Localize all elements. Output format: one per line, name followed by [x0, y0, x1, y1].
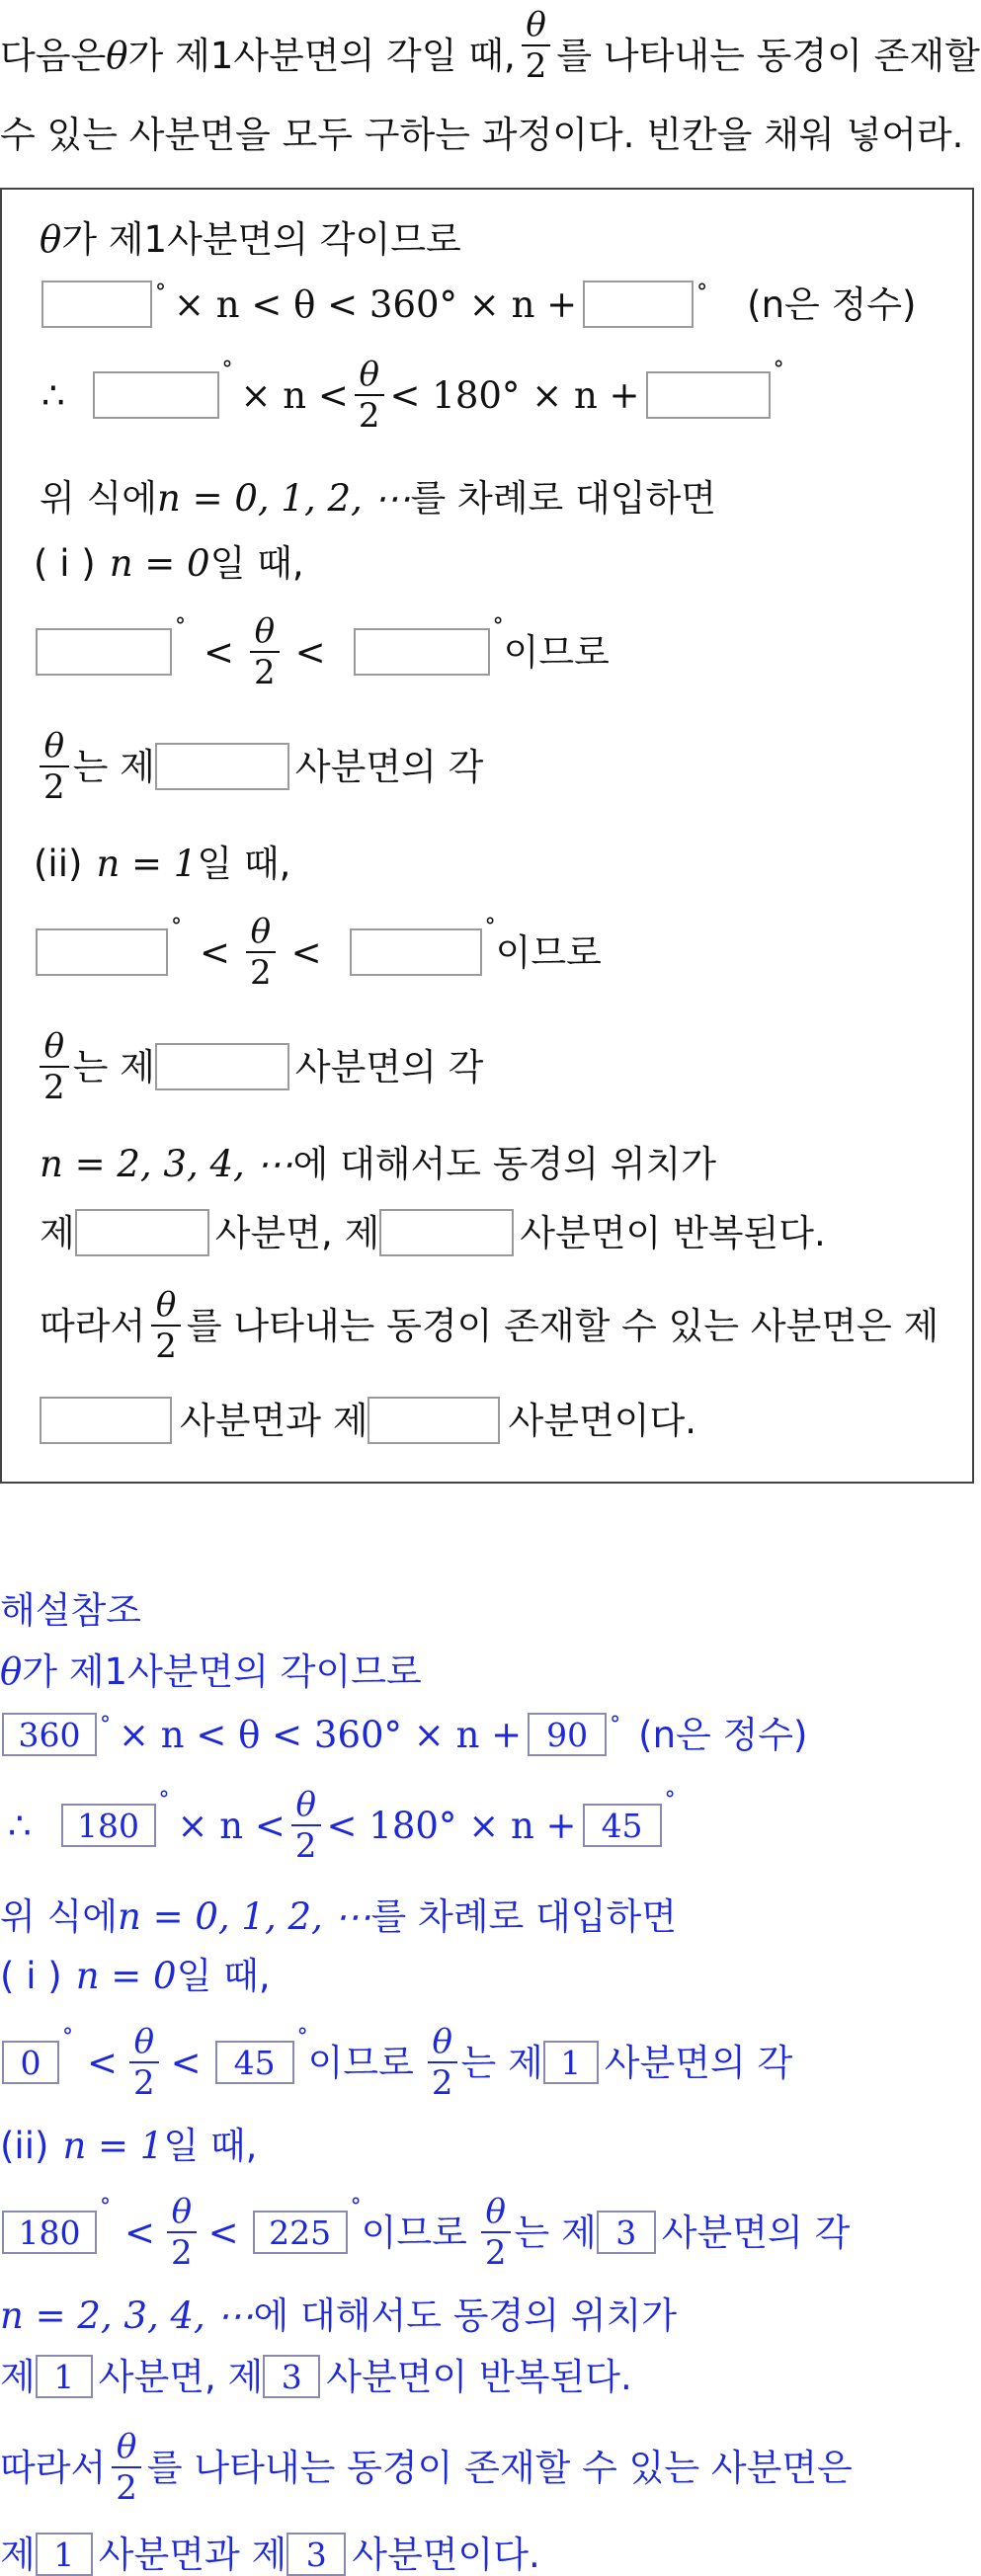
sol-line-repeat	[0, 2355, 632, 2398]
problem-intro-line2	[0, 114, 964, 156]
degree-mark: °	[296, 2025, 308, 2050]
inequality-text: × n <	[177, 1804, 286, 1847]
degree-mark: °	[773, 358, 784, 382]
case-equation: n = 1	[62, 2125, 164, 2167]
inequality-text: < 180° × n +	[326, 1804, 577, 1847]
box-text: 사분면의 각	[294, 1045, 484, 1088]
n-values: n = 0, 1, 2, ⋯	[118, 1895, 371, 1938]
box-text: 제	[40, 1211, 75, 1254]
solution-answer-2: 90	[528, 1713, 607, 1756]
theta-half-fraction: $\frac{\theta}{2}$	[40, 1029, 69, 1104]
box-text: 가 제1사분면의 각이므로	[61, 218, 461, 261]
sol-line-n234	[0, 2294, 677, 2337]
intro-text: 가 제1사분면의 각일 때,	[127, 34, 516, 77]
intro-text: 다음은	[0, 34, 107, 77]
case1-header	[34, 542, 304, 585]
theta-half-fraction: $\frac{\theta}{2}$	[291, 1788, 321, 1863]
degree-mark: °	[175, 614, 186, 639]
solution-text: 위 식에	[0, 1895, 118, 1938]
box-line4	[40, 477, 717, 520]
solution-text: 제	[0, 2355, 36, 2398]
answer-blank-7[interactable]	[155, 743, 289, 790]
solution-text: 는 제	[460, 2041, 543, 2084]
box-line-conclude	[40, 1285, 940, 1366]
solution-answer-10: 3	[597, 2211, 656, 2254]
sol-line4	[0, 1895, 678, 1938]
solution-title	[0, 1589, 141, 1632]
box-line-final	[40, 1397, 696, 1444]
solution-text: 제	[0, 2533, 36, 2576]
intro-text: 수 있는 사분면을 모두 구하는 과정이다. 빈칸을 채워 넣어라.	[0, 114, 964, 156]
box-text: 는 제	[72, 1045, 155, 1088]
theta-half-fraction: $\frac{\theta}{2}$	[40, 729, 69, 804]
degree-mark: °	[171, 915, 182, 939]
box-line1	[40, 218, 461, 261]
solution-text: 이므로	[361, 2211, 467, 2254]
inequality-text: × n < θ < 360° × n +	[174, 282, 578, 326]
degree-mark: °	[155, 281, 166, 305]
theta-half-fraction: $\frac{\theta}{2}$	[428, 2025, 457, 2100]
theta-half-fraction: $\frac{\theta}{2}$	[151, 1288, 181, 1363]
sol-case1-line	[2, 2022, 793, 2103]
case-text: 일 때,	[197, 843, 291, 885]
box-text: 사분면이다.	[508, 1399, 696, 1442]
degree-mark: °	[610, 1713, 621, 1737]
case2-quadrant	[40, 1026, 484, 1107]
solution-text: 사분면의 각	[604, 2041, 793, 2084]
box-line2	[41, 281, 916, 328]
solution-text: 사분면과 제	[98, 2533, 287, 2576]
box-text: 를 차례로 대입하면	[410, 477, 717, 520]
degree-mark: °	[492, 614, 504, 639]
solution-text: 에 대해서도 동경의 위치가	[253, 2294, 677, 2337]
case-equation: n = 0	[109, 542, 210, 585]
sol-case2-header	[0, 2125, 258, 2167]
case-label: (ii)	[0, 2125, 49, 2167]
theta-symbol: θ	[40, 218, 62, 261]
solution-answer-7: 1	[543, 2041, 599, 2084]
case-equation: n = 1	[96, 843, 198, 885]
lt-symbol: <	[207, 2211, 239, 2254]
box-text: 를 나타내는 동경이 존재할 수 있는 사분면은 제	[186, 1304, 940, 1347]
solution-answer-4: 45	[583, 1804, 662, 1847]
theta-half-fraction: $\frac{\theta}{2}$	[522, 8, 551, 83]
solution-text: 를 차례로 대입하면	[370, 1895, 678, 1938]
answer-blank-8[interactable]	[36, 928, 168, 976]
sol-line2	[2, 1713, 807, 1756]
box-text: 에 대해서도 동경의 위치가	[292, 1143, 716, 1185]
answer-blank-4[interactable]	[646, 371, 771, 419]
solution-answer-3: 180	[61, 1804, 156, 1847]
solution-answer-9: 225	[253, 2211, 348, 2254]
solution-answer-6: 45	[215, 2041, 294, 2084]
theta-half-fraction: $\frac{\theta}{2}$	[250, 614, 280, 689]
sol-case2-line	[2, 2192, 851, 2273]
integer-note: (n은 정수)	[747, 282, 917, 326]
n-values: n = 0, 1, 2, ⋯	[157, 477, 411, 520]
box-text: 위 식에	[40, 477, 157, 520]
solution-answer-13: 1	[36, 2533, 93, 2576]
answer-blank-13[interactable]	[40, 1397, 172, 1444]
theta-half-fraction: $\frac{\theta}{2}$	[481, 2195, 511, 2270]
theta-half-fraction: $\frac{\theta}{2}$	[129, 2025, 159, 2100]
solution-text: 를 나타내는 동경이 존재할 수 있는 사분면은	[146, 2446, 853, 2489]
solution-answer-8: 180	[2, 2211, 97, 2254]
case2-inequality	[36, 912, 602, 993]
case-label: ( i )	[0, 1955, 62, 1997]
answer-blank-12[interactable]	[379, 1209, 514, 1256]
lt-symbol: <	[204, 630, 235, 674]
case-label: (ii)	[34, 843, 83, 885]
degree-mark: °	[221, 358, 233, 382]
answer-blank-6[interactable]	[354, 628, 490, 676]
sol-case1-header	[0, 1955, 271, 1997]
answer-blank-10[interactable]	[155, 1043, 289, 1090]
degree-mark: °	[100, 1713, 111, 1737]
degree-mark: °	[696, 281, 708, 305]
solution-text: 사분면이다.	[352, 2533, 540, 2576]
lt-symbol: <	[87, 2041, 119, 2084]
solution-text: 사분면, 제	[98, 2355, 264, 2398]
lt-symbol: <	[290, 930, 322, 974]
sol-line1	[0, 1650, 422, 1693]
case1-quadrant	[40, 726, 484, 807]
answer-blank-9[interactable]	[350, 928, 482, 976]
answer-blank-1[interactable]	[41, 281, 152, 328]
theta-half-fraction: $\frac{\theta}{2}$	[355, 358, 384, 433]
case2-header	[34, 843, 291, 885]
theta-symbol: θ	[106, 34, 128, 77]
solution-text: 사분면의 각	[661, 2211, 851, 2254]
therefore-symbol: ∴	[41, 373, 65, 417]
theta-half-fraction: $\frac{\theta}{2}$	[246, 915, 276, 990]
sol-line3	[8, 1785, 676, 1866]
theta-half-fraction: $\frac{\theta}{2}$	[167, 2195, 197, 2270]
sol-line-conclude	[0, 2427, 853, 2508]
solution-answer-1: 360	[2, 1713, 97, 1756]
box-text: 따라서	[40, 1304, 146, 1347]
box-text: 이므로	[495, 930, 602, 974]
case-equation: n = 0	[75, 1955, 177, 1997]
box-text: 는 제	[72, 745, 155, 788]
box-text: 사분면과 제	[180, 1399, 368, 1442]
box-text: 사분면, 제	[214, 1211, 380, 1254]
solution-text: 는 제	[514, 2211, 597, 2254]
lt-symbol: <	[200, 930, 231, 974]
inequality-text: × n <	[240, 373, 349, 417]
degree-mark: °	[350, 2195, 362, 2219]
answer-blank-14[interactable]	[368, 1397, 500, 1444]
degree-mark: °	[62, 2025, 73, 2050]
inequality-text: < 180° × n +	[389, 373, 640, 417]
solution-text: 사분면이 반복된다.	[326, 2355, 632, 2398]
therefore-symbol: ∴	[8, 1804, 32, 1847]
lt-symbol: <	[294, 630, 326, 674]
solution-answer-11: 1	[36, 2355, 93, 2398]
box-line-n234	[40, 1143, 716, 1185]
solution-answer-14: 3	[286, 2533, 346, 2576]
box-line-repeat	[40, 1209, 826, 1256]
case-text: 일 때,	[176, 1955, 271, 1997]
degree-mark: °	[100, 2195, 111, 2219]
solution-text: 가 제1사분면의 각이므로	[22, 1650, 422, 1693]
case-text: 일 때,	[209, 542, 304, 585]
degree-mark: °	[158, 1788, 170, 1812]
box-text: 사분면의 각	[294, 745, 484, 788]
case-label: ( i )	[34, 542, 96, 585]
solution-text: 이므로	[307, 2041, 414, 2084]
solution-heading: 해설참조	[0, 1589, 141, 1632]
box-text: 이므로	[503, 630, 610, 674]
solution-answer-12: 3	[263, 2355, 320, 2398]
lt-symbol: <	[124, 2211, 156, 2254]
solution-answer-5: 0	[2, 2041, 59, 2084]
answer-blank-5[interactable]	[36, 628, 172, 676]
answer-blank-3[interactable]	[93, 371, 219, 419]
lt-symbol: <	[170, 2041, 202, 2084]
answer-blank-11[interactable]	[75, 1209, 209, 1256]
case-text: 일 때,	[163, 2125, 258, 2167]
degree-mark: °	[664, 1788, 676, 1812]
box-text: 사분면이 반복된다.	[520, 1211, 826, 1254]
integer-note: (n은 정수)	[638, 1713, 808, 1756]
degree-mark: °	[484, 915, 496, 939]
sol-line-final	[0, 2533, 540, 2576]
solution-text: 따라서	[0, 2446, 107, 2489]
theta-half-fraction: $\frac{\theta}{2}$	[112, 2430, 141, 2505]
inequality-text: × n < θ < 360° × n +	[119, 1713, 523, 1756]
n-values: n = 2, 3, 4, ⋯	[40, 1143, 293, 1185]
box-line3	[41, 355, 784, 436]
theta-symbol: θ	[0, 1650, 23, 1693]
answer-blank-2[interactable]	[583, 281, 694, 328]
case1-inequality	[36, 611, 610, 692]
n-values: n = 2, 3, 4, ⋯	[0, 2294, 254, 2337]
problem-intro-line1	[0, 5, 980, 86]
intro-text: 를 나타내는 동경이 존재할	[556, 34, 980, 77]
